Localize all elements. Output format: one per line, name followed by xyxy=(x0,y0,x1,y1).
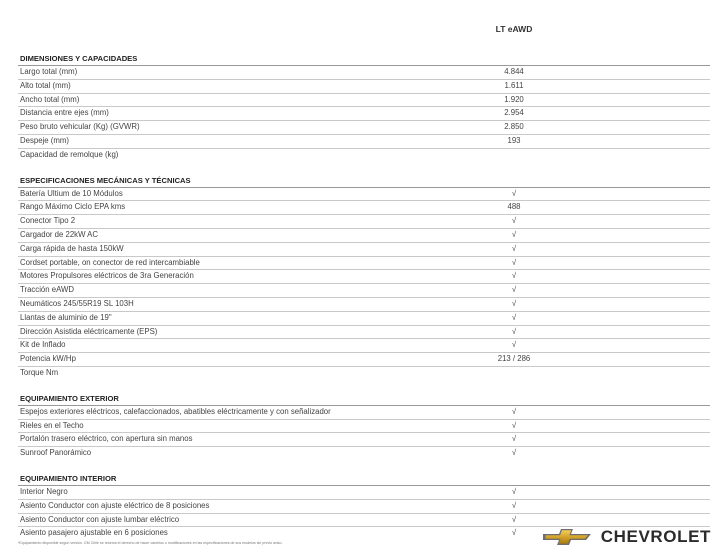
spec-value: 2.954 xyxy=(504,108,524,118)
spec-row xyxy=(18,243,710,257)
spec-label: Llantas de aluminio de 19" xyxy=(20,312,112,322)
check-mark-icon: √ xyxy=(511,500,517,510)
spec-label: Cordset portable, on conector de red intercambiable xyxy=(20,257,200,267)
spec-label: Dirección Asistida eléctricamente (EPS) xyxy=(20,326,158,336)
chevrolet-bowtie-icon xyxy=(541,527,593,547)
check-mark-icon: √ xyxy=(511,271,517,281)
spec-row xyxy=(18,229,710,243)
spec-label: Asiento pasajero ajustable en 6 posiciones xyxy=(20,528,168,538)
spec-value: 193 xyxy=(507,135,521,145)
check-mark-icon: √ xyxy=(511,243,517,253)
spec-label: Alto total (mm) xyxy=(20,80,71,90)
footnote: *Equipamiento disponible según versión. GM Chile se reserva el derecho de hacer cambios o modificaciones en las especificaciones de sus modelos sin previo aviso. xyxy=(18,541,283,545)
check-mark-icon: √ xyxy=(511,528,517,538)
spec-row xyxy=(18,94,710,108)
brand-name: CHEVROLET xyxy=(600,527,711,546)
spec-label: Espejos exteriores eléctricos, calefaccionados, abatibles eléctricamente y con señalizador xyxy=(20,406,331,416)
spec-label: Despeje (mm) xyxy=(20,135,69,145)
spec-row xyxy=(18,107,710,121)
check-mark-icon: √ xyxy=(511,340,517,350)
spec-row xyxy=(18,406,710,420)
spec-row xyxy=(18,326,710,340)
section-title: DIMENSIONES Y CAPACIDADES xyxy=(18,52,710,66)
check-mark-icon: √ xyxy=(511,216,517,226)
check-mark-icon: √ xyxy=(511,420,517,430)
section-gap xyxy=(18,460,710,472)
spec-row xyxy=(18,215,710,229)
spec-row xyxy=(18,312,710,326)
check-mark-icon: √ xyxy=(511,406,517,416)
spec-label: Neumáticos 245/55R19 SL 103H xyxy=(20,298,134,308)
check-mark-icon: √ xyxy=(511,188,517,198)
section-title: EQUIPAMIENTO INTERIOR xyxy=(18,472,710,486)
spec-row xyxy=(18,257,710,271)
section-rows xyxy=(18,188,710,380)
spec-value: 2.850 xyxy=(504,122,524,132)
section-gap xyxy=(18,162,710,174)
spec-label: Portalón trasero eléctrico, con apertura sin manos xyxy=(20,434,193,444)
spec-value: 213 / 286 xyxy=(497,354,531,364)
spec-row xyxy=(18,420,710,434)
spec-row xyxy=(18,121,710,135)
spec-label: Distancia entre ejes (mm) xyxy=(20,108,109,118)
spec-label: Kit de Inflado xyxy=(20,340,66,350)
check-mark-icon: √ xyxy=(511,285,517,295)
spec-row xyxy=(18,66,710,80)
spec-label: Rango Máximo Ciclo EPA kms xyxy=(20,202,126,212)
spec-value: 4.844 xyxy=(504,67,524,76)
check-mark-icon: √ xyxy=(511,448,517,458)
check-mark-icon: √ xyxy=(511,229,517,239)
spec-label: Batería Ultium de 10 Módulos xyxy=(20,188,123,198)
check-mark-icon: √ xyxy=(511,434,517,444)
spec-label: Carga rápida de hasta 150kW xyxy=(20,243,124,253)
spec-row xyxy=(18,433,710,447)
spec-label: Largo total (mm) xyxy=(20,67,78,76)
spec-row xyxy=(18,188,710,202)
check-mark-icon: √ xyxy=(511,298,517,308)
section-title: EQUIPAMIENTO EXTERIOR xyxy=(18,392,710,406)
spec-label: Conector Tipo 2 xyxy=(20,216,76,226)
spec-label: Asiento Conductor con ajuste eléctrico de 8 posiciones xyxy=(20,500,210,510)
spec-row xyxy=(18,367,710,380)
section-rows xyxy=(18,406,710,460)
check-mark-icon: √ xyxy=(511,326,517,336)
spec-label: Capacidad de remolque (kg) xyxy=(20,149,119,159)
spec-label: Tracción eAWD xyxy=(20,285,75,295)
spec-label: Peso bruto vehicular (Kg) (GVWR) xyxy=(20,122,140,132)
spec-value: 1.611 xyxy=(504,80,524,90)
chevrolet-brand xyxy=(541,527,711,547)
check-mark-icon: √ xyxy=(511,257,517,267)
check-mark-icon: √ xyxy=(511,486,517,496)
spec-value: 1.920 xyxy=(504,94,524,104)
spec-row xyxy=(18,149,710,162)
spec-label: Torque Nm xyxy=(20,367,59,377)
spec-table xyxy=(18,52,710,540)
section-rows xyxy=(18,66,710,162)
spec-label: Potencia kW/Hp xyxy=(20,354,76,364)
section-title: ESPECIFICACIONES MECÁNICAS Y TÉCNICAS xyxy=(18,174,710,188)
spec-label: Asiento Conductor con ajuste lumbar eléctrico xyxy=(20,514,180,524)
spec-row xyxy=(18,447,710,460)
spec-label: Interior Negro xyxy=(20,486,68,496)
spec-row xyxy=(18,486,710,500)
spec-label: Sunroof Panorámico xyxy=(20,448,92,458)
spec-value: 488 xyxy=(507,202,521,212)
spec-label: Rieles en el Techo xyxy=(20,420,84,430)
spec-row xyxy=(18,201,710,215)
spec-row xyxy=(18,500,710,514)
spec-label: Motores Propulsores eléctricos de 3ra Generación xyxy=(20,271,194,281)
check-mark-icon: √ xyxy=(511,312,517,322)
spec-row xyxy=(18,270,710,284)
spec-row xyxy=(18,298,710,312)
spec-row xyxy=(18,284,710,298)
spec-row xyxy=(18,80,710,94)
spec-row xyxy=(18,514,710,528)
spec-label: Ancho total (mm) xyxy=(20,94,80,104)
spec-row xyxy=(18,353,710,367)
spec-row xyxy=(18,339,710,353)
spec-row xyxy=(18,135,710,149)
check-mark-icon: √ xyxy=(511,514,517,524)
section-gap xyxy=(18,380,710,392)
spec-label: Cargador de 22kW AC xyxy=(20,229,99,239)
column-header-lt-eawd: LT eAWD xyxy=(495,24,533,34)
